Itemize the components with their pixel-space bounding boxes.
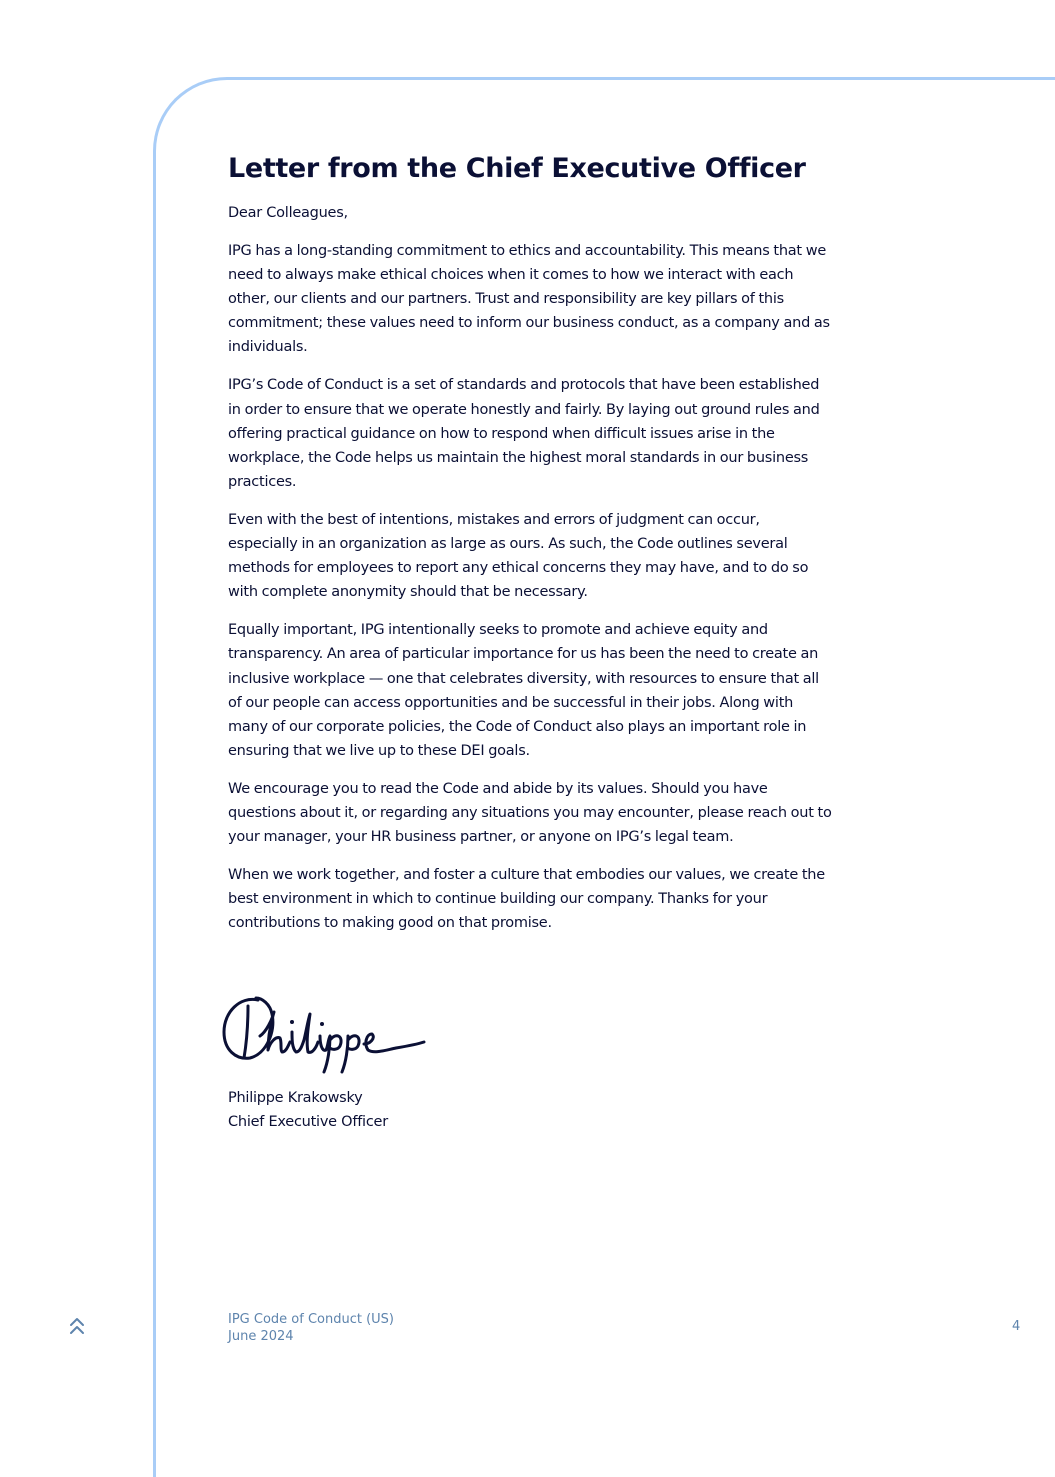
paragraph-commitment: IPG has a long-standing commitment to ethics and accountability. This means that we need to always make ethical choices when it comes to how we interact with each other, our clients and our partners. Trust and responsibility are key pillars of this commitment; these values need to inform our business conduct, as a company and as individuals.	[228, 243, 830, 356]
paragraph-closing: When we work together, and foster a culture that embodies our values, we create the best environment in which to continue building our company. Thanks for your contributions to making good on that promise.	[228, 867, 825, 932]
page-title: Letter from the Chief Executive Officer	[228, 153, 806, 184]
paragraph-equity: Equally important, IPG intentionally seeks to promote and achieve equity and transparency. An area of particular importance for us has been the need to create an inclusive workplace — one that celebrates diversity, with resources to ensure that all of our people can access opportunities and be successful in their jobs. Along with many of our corporate policies, the Code of Conduct also plays an important role in ensuring that we live up to these DEI goals.	[228, 622, 819, 759]
signer-name: Philippe Krakowsky	[228, 1090, 363, 1106]
signer-title: Chief Executive Officer	[228, 1114, 388, 1130]
salutation: Dear Colleagues,	[228, 205, 348, 221]
paragraph-reporting: Even with the best of intentions, mistakes and errors of judgment can occur, especially in an organization as large as ours. As such, the Code outlines several methods for employees to report any ethical concerns they may have, and to do so with complete anonymity should that be necessary.	[228, 511, 809, 601]
footer-date: June 2024	[228, 1329, 294, 1344]
double-chevron-up-icon[interactable]	[68, 1316, 86, 1336]
signature	[220, 992, 430, 1074]
paragraph-encouragement: We encourage you to read the Code and abide by its values. Should you have questions about it, or regarding any situations you may encounter, please reach out to your manager, your HR business partner, or anyone on IPG’s legal team.	[228, 780, 832, 846]
page-number: 4	[1012, 1319, 1021, 1334]
signer-block	[228, 1086, 388, 1134]
footer-document-info	[228, 1311, 394, 1345]
footer-doc-title: IPG Code of Conduct (US)	[228, 1312, 395, 1327]
paragraph-code-of-conduct: IPG’s Code of Conduct is a set of standards and protocols that have been established in order to ensure that we operate honestly and fairly. By laying out ground rules and offering practical guidance on how to respond when difficult issues arise in the workplace, the Code helps us maintain the highest moral standards in our business practices.	[228, 377, 820, 490]
letter-body	[228, 150, 833, 935]
